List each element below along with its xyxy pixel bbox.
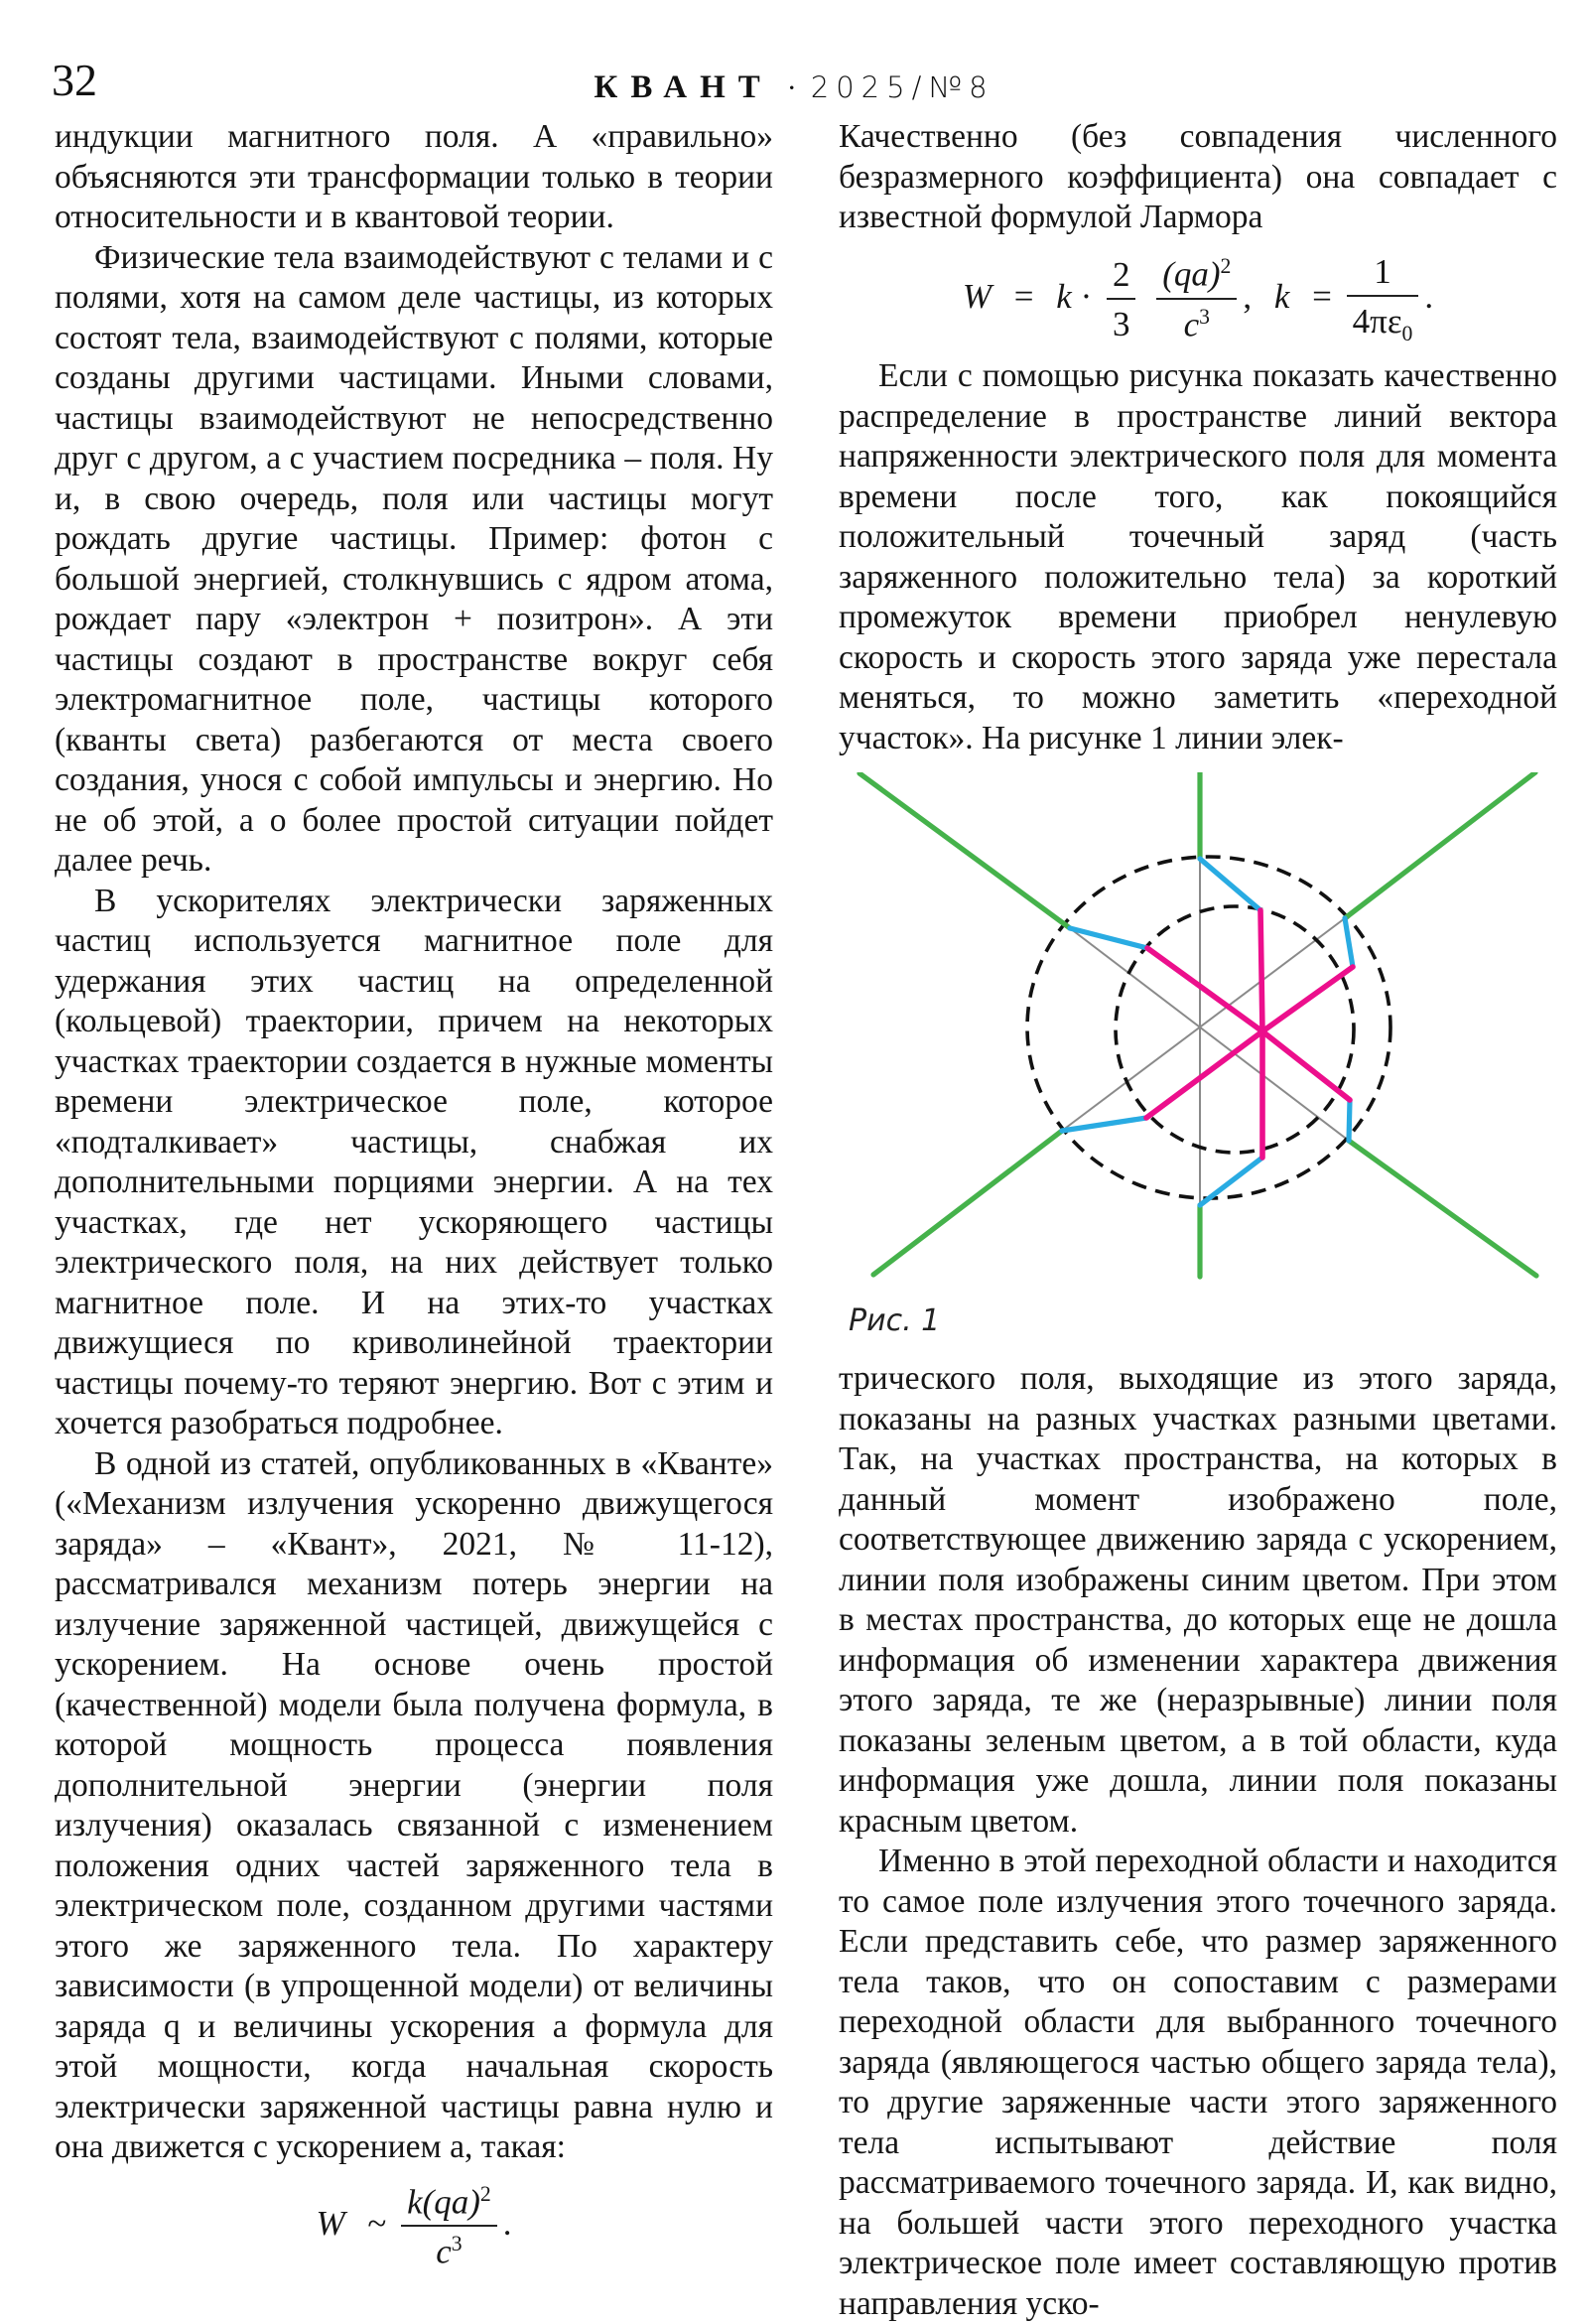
header-separator: · (786, 71, 797, 104)
journal-title: КВАНТ (594, 69, 773, 105)
figure-1 (839, 772, 1557, 1341)
right-column (839, 117, 1557, 2324)
left-column (55, 117, 773, 2281)
fraction: $\frac{2}{3}$ (1107, 255, 1136, 343)
fraction-denominator: $4\pi\varepsilon_0$ (1352, 301, 1413, 345)
fraction-denominator: $c^3$ (1183, 304, 1210, 344)
old-field-line-diagonal-2 (1062, 918, 1345, 1131)
blue-transition-segment-bottom-left (1062, 1118, 1146, 1131)
paragraph: индукции магнитного поля. А «правильно» объясняются эти трансформации только в теории относительности и в квантовой теории. (55, 118, 773, 235)
old-field-line-diagonal-1 (1070, 928, 1349, 1141)
formula-relation: ~ (367, 2203, 387, 2243)
paragraph: трического поля, выходящие из этого заряда, показаны на разных участках разными цветами. Так, на участках пространства, на которых в данный момент изображено поле, соответствующее движению заряда с ускорением, линии поля изображены синим цветом. При этом в местах пространства, до которых еще не дошла информация об изменении характера движения этого заряда, те же (неразрывные) линии поля показаны зеленым цветом, а в той области, куда информация уже дошла, линии поля показаны красным цветом. (839, 1360, 1557, 1840)
green-field-line-bottom-right (1349, 1141, 1536, 1276)
formula-lhs: W (316, 2203, 345, 2243)
page-number: 32 (52, 55, 97, 105)
blue-transition-segment-bottom-right (1349, 1100, 1350, 1141)
fraction (1156, 254, 1237, 343)
issue-label: 2025/№8 (810, 70, 994, 104)
paragraph: Именно в этой переходной области и находится то самое поле излучения этого точечного заряда. Если представить себе, что размер заряженного тела таков, что он сопоставим с размерами переходной области для выбранного точечного заряда (являющегося частью общего заряда тела), то другие заряженные части этого заряженного тела испытывают действие поля рассматриваемого точечного заряда. И, как видно, на большей части этого переходного участка электрическое поле имеет составляющую против направления уско- (839, 1843, 1557, 2322)
green-field-line-bottom-left (873, 1131, 1062, 1275)
fraction-numerator: k(qa)$^2$ (401, 2182, 497, 2228)
green-field-line-top-left (860, 773, 1070, 928)
fraction (401, 2182, 497, 2271)
paragraph: В одной из статей, опубликованных в «Кванте» («Механизм излучения ускоренно движущегося заряда» – «Квант», 2021, № 11-12), рассматривался механизм потерь энергии на излучение заряженной частицей, движущейся с ускорением. На основе очень простой (качественной) модели была получена формула, в которой мощность процесса появления дополнительной энергии (энергии поля излучения) оказалась связанной с изменением положения одних частей заряженного тела в электрическом поле, созданном другими частями этого же заряженного тела. По характеру зависимости (в упрощенной модели) от величины заряда q и величины ускорения a формула для этой мощности, когда начальная скорость электрически заряженной частицы равна нулю и она движется с ускорением a, такая: (55, 1444, 773, 2165)
field-lines-diagram (851, 772, 1545, 1281)
fraction: $\frac{1}{4\pi\varepsilon_0}$ (1347, 252, 1419, 347)
red-field-line-up (1260, 910, 1262, 1031)
figure-caption: Рис. 1 (849, 1302, 941, 1338)
red-field-line-up-left (1147, 948, 1262, 1031)
running-head (0, 69, 1588, 106)
paragraph: Если с помощью рисунка показать качественно распределение в пространстве линий вектора напряженности электрического поля для момента времени после того, как покоящийся положительный точечный заряд (часть заряженного положительно тела) за короткий промежуток времени приобрел ненулевую скорость и скорость этого заряда уже перестала меняться, то можно заметить «переходной участок». На рисунке 1 линии элек- (839, 357, 1557, 756)
paragraph: Качественно (без совпадения численного безразмерного коэффициента) она совпадает с известной формулой Лармора (839, 118, 1557, 235)
formula-power (55, 2182, 773, 2271)
blue-transition-segment-top (1200, 859, 1260, 910)
red-field-line-down-left (1146, 1031, 1262, 1118)
green-field-line-top-right (1345, 772, 1535, 918)
blue-transition-segment-top-right (1345, 918, 1353, 967)
formula-larmor: W = k · $\frac{2}{3}$ $\frac{(qa)^2}{c^3}$ , k = $\frac{1}{4\pi\varepsilon_0}$ . (962, 251, 1434, 345)
formula-period: . (502, 2203, 512, 2243)
fraction-numerator: (qa)$^2$ (1156, 254, 1237, 300)
red-field-line-down-right (1262, 1031, 1350, 1100)
fraction-denominator: $c^3$ (436, 2232, 463, 2271)
red-field-line-up-right (1262, 967, 1353, 1031)
paragraph: Физические тела взаимодействуют с телами и с полями, хотя на самом деле частицы, из которых состоят тела, взаимодействуют с полями, которые созданы другими частицами. Иными словами, частицы взаимодействуют не непосредственно друг с другом, а с участием посредника – поля. Ну и, в свою очередь, поля или частицы могут рождать другие частицы. Пример: фотон с большой энергией, столкнувшись с ядром атома, рождает пару «электрон + позитрон». А эти частицы создают в пространстве вокруг себя электромагнитное поле, частицы которого (кванты света) разбегаются от места своего создания, унося с собой импульсы и энергию. Но не об этой, а о более простой ситуации пойдет далее речь. (55, 238, 773, 879)
paragraph: В ускорителях электрически заряженных частиц используется магнитное поле для удержания этих частиц на определенной (кольцевой) траектории, причем на некоторых участках траектории создается в нужные моменты времени электрическое поле, которое «подталкивает» частицы, снабжая их дополнительными порциями энергии. А на тех участках, где нет ускоряющего частицы электрического поля, на них действует только магнитное поле. И на этих-то участках движущиеся по криволинейной траектории частицы почему-то теряют энергию. Вот с этим и хочется разобраться подробнее. (55, 882, 773, 1441)
